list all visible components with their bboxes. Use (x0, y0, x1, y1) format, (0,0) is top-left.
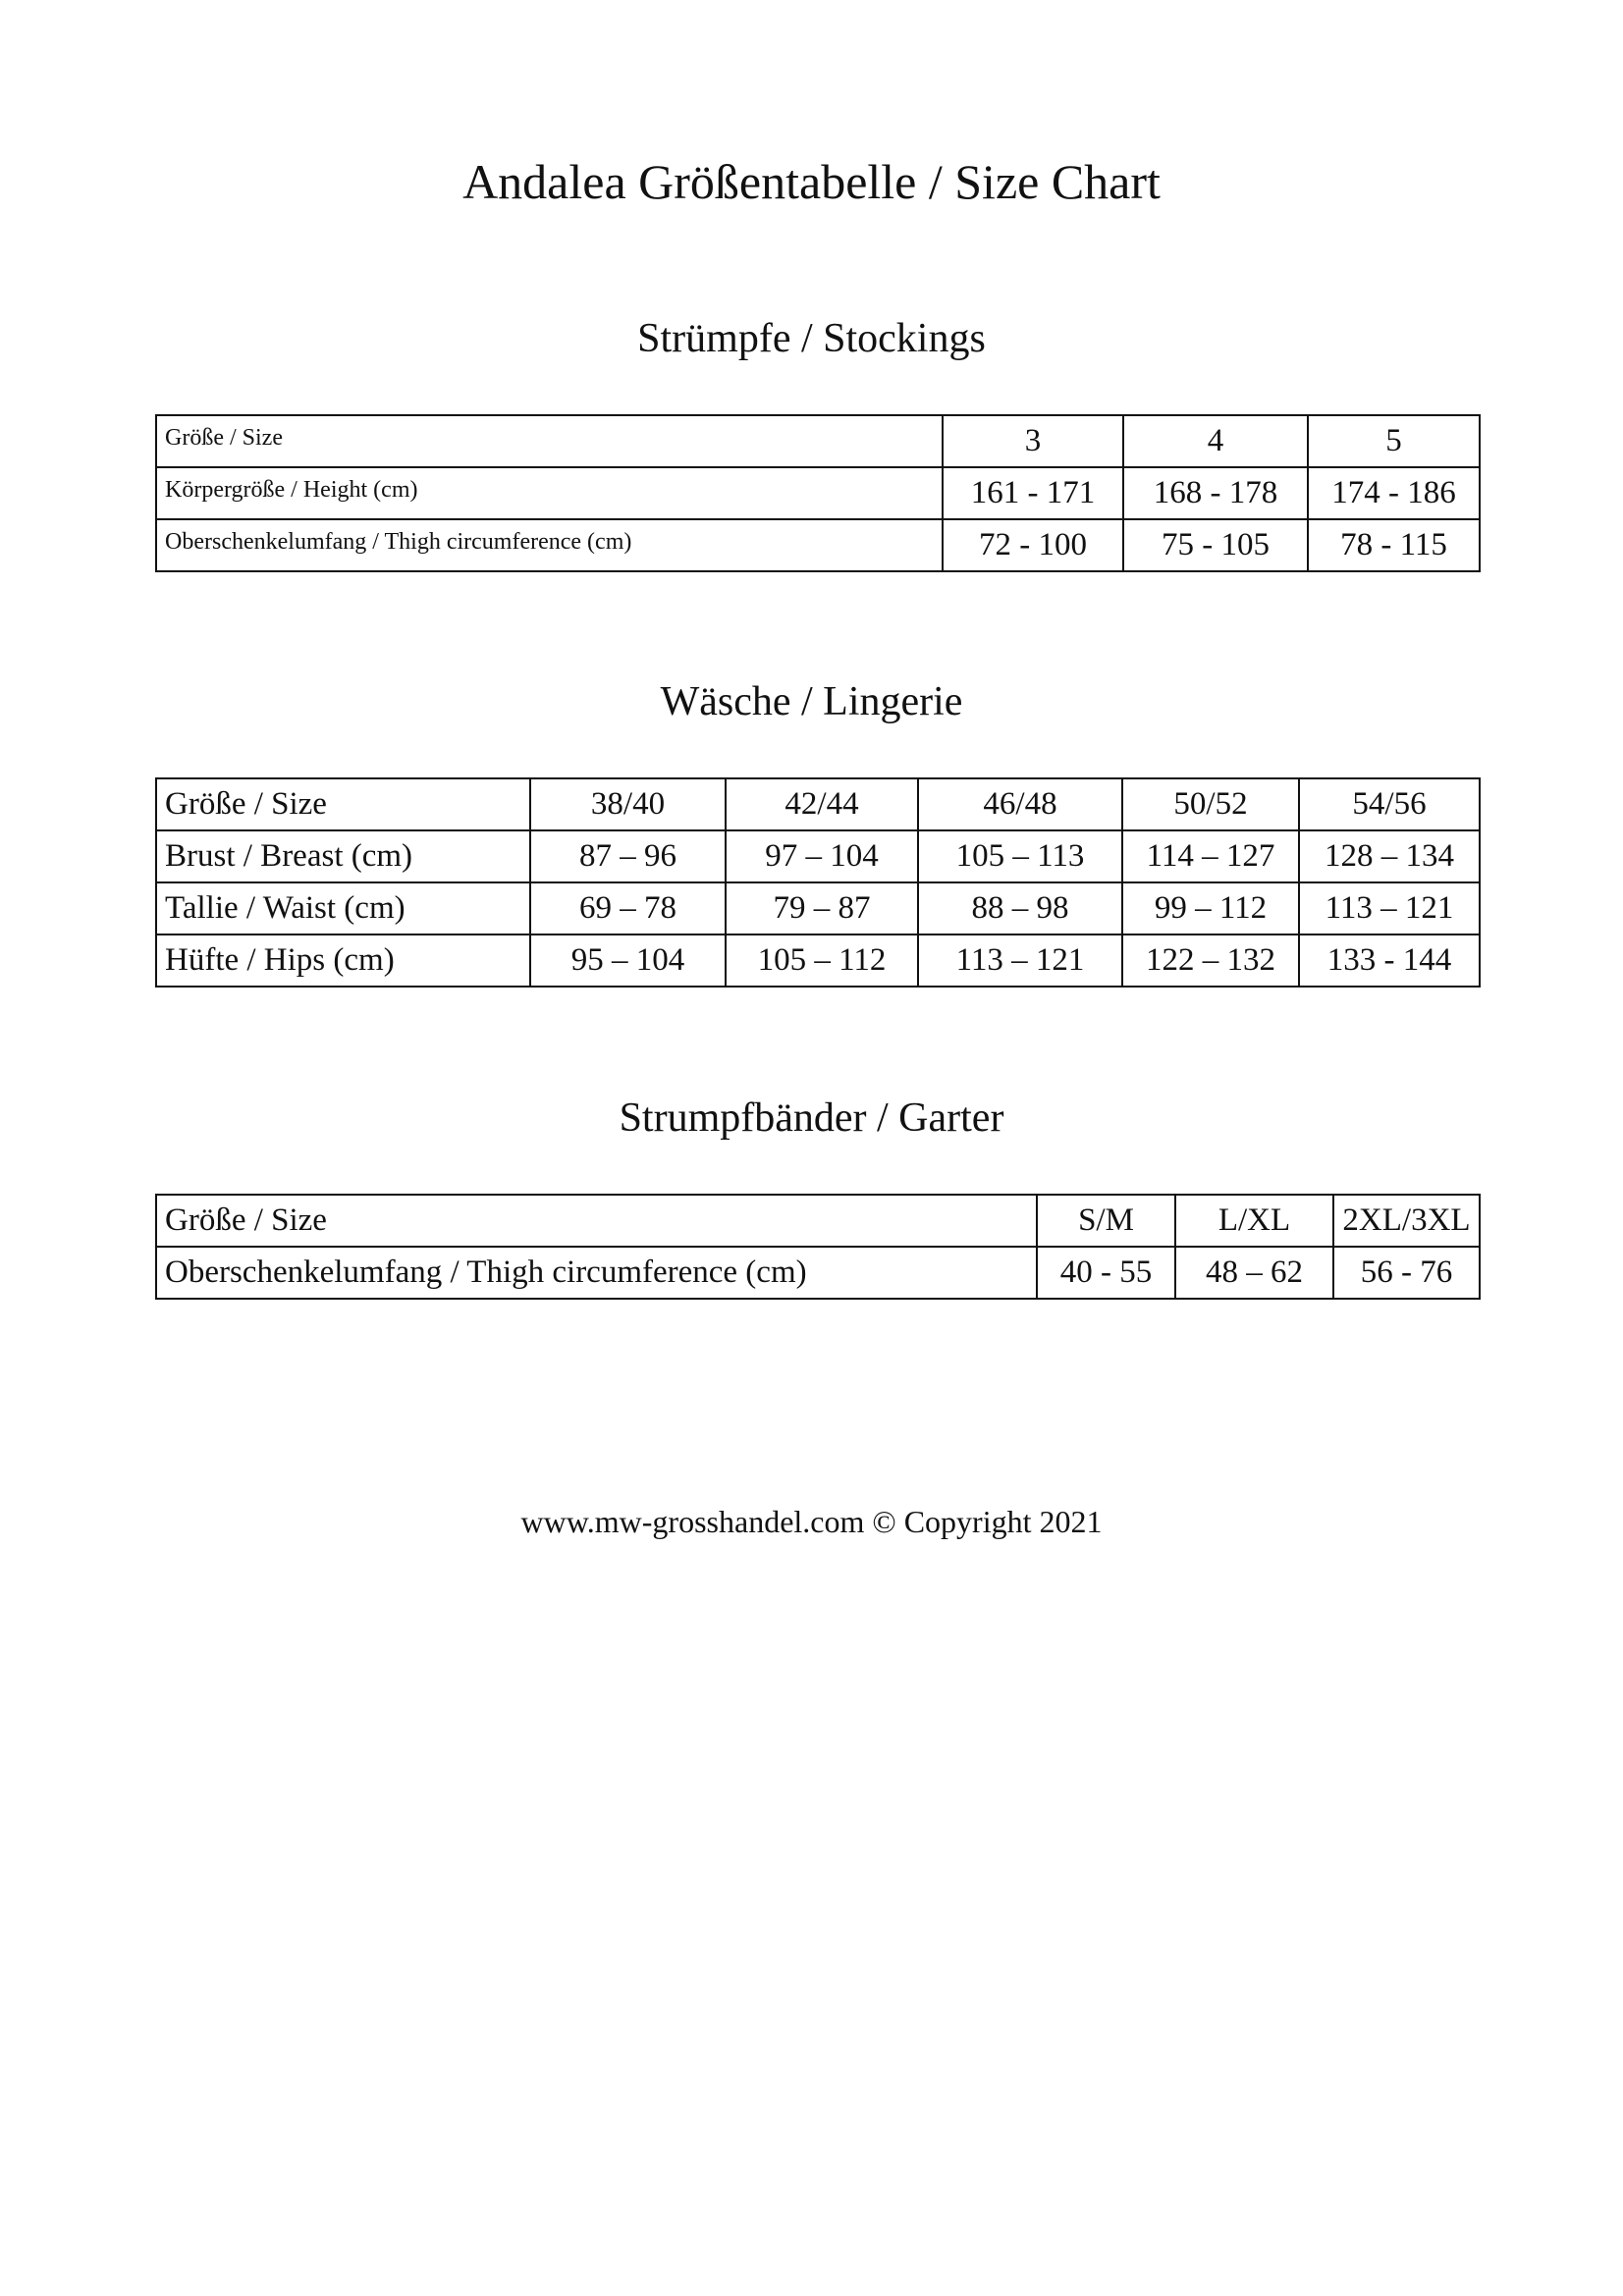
table-cell: 105 – 113 (918, 830, 1122, 882)
table-row (156, 882, 1480, 934)
row-label: Oberschenkelumfang / Thigh circumference (cm) (156, 519, 943, 571)
table-cell: L/XL (1175, 1195, 1333, 1247)
table-cell: 4 (1123, 415, 1308, 467)
table-cell: S/M (1037, 1195, 1175, 1247)
row-label: Größe / Size (156, 415, 943, 467)
row-label: Körpergröße / Height (cm) (156, 467, 943, 519)
table-cell: 174 - 186 (1308, 467, 1480, 519)
table-cell: 5 (1308, 415, 1480, 467)
row-label: Oberschenkelumfang / Thigh circumference (cm) (156, 1247, 1037, 1299)
table-cell: 54/56 (1299, 778, 1480, 830)
row-label: Brust / Breast (cm) (156, 830, 530, 882)
table-row (156, 1247, 1480, 1299)
table-row (156, 934, 1480, 987)
table-cell: 133 - 144 (1299, 934, 1480, 987)
table-cell: 50/52 (1122, 778, 1299, 830)
table-cell: 168 - 178 (1123, 467, 1308, 519)
table-cell: 72 - 100 (943, 519, 1123, 571)
footer-copyright: www.mw-grosshandel.com © Copyright 2021 (520, 1504, 1103, 1539)
table-row (156, 1195, 1480, 1247)
table-cell: 99 – 112 (1122, 882, 1299, 934)
table-cell: 97 – 104 (726, 830, 918, 882)
garter-heading: Strumpfbänder / Garter (619, 1095, 1004, 1141)
table-cell: 122 – 132 (1122, 934, 1299, 987)
table-cell: 3 (943, 415, 1123, 467)
row-label: Größe / Size (156, 778, 530, 830)
table-row (156, 415, 1480, 467)
table-cell: 95 – 104 (530, 934, 726, 987)
table-cell: 161 - 171 (943, 467, 1123, 519)
row-label: Größe / Size (156, 1195, 1037, 1247)
row-label: Tallie / Waist (cm) (156, 882, 530, 934)
table-cell: 78 - 115 (1308, 519, 1480, 571)
stockings-heading: Strümpfe / Stockings (637, 316, 986, 361)
table-cell: 114 – 127 (1122, 830, 1299, 882)
stockings-table (155, 414, 1481, 572)
row-label: Hüfte / Hips (cm) (156, 934, 530, 987)
table-cell: 88 – 98 (918, 882, 1122, 934)
table-row (156, 519, 1480, 571)
table-cell: 79 – 87 (726, 882, 918, 934)
table-cell: 2XL/3XL (1333, 1195, 1480, 1247)
table-row (156, 778, 1480, 830)
lingerie-table (155, 777, 1481, 988)
table-cell: 40 - 55 (1037, 1247, 1175, 1299)
table-cell: 113 – 121 (1299, 882, 1480, 934)
table-cell: 113 – 121 (918, 934, 1122, 987)
table-row (156, 830, 1480, 882)
table-cell: 56 - 76 (1333, 1247, 1480, 1299)
table-cell: 48 – 62 (1175, 1247, 1333, 1299)
page-title: Andalea Größentabelle / Size Chart (462, 154, 1161, 209)
table-cell: 87 – 96 (530, 830, 726, 882)
lingerie-heading: Wäsche / Lingerie (660, 679, 963, 724)
table-cell: 75 - 105 (1123, 519, 1308, 571)
table-cell: 42/44 (726, 778, 918, 830)
garter-table (155, 1194, 1481, 1300)
table-cell: 69 – 78 (530, 882, 726, 934)
table-row (156, 467, 1480, 519)
table-cell: 105 – 112 (726, 934, 918, 987)
table-cell: 38/40 (530, 778, 726, 830)
table-cell: 128 – 134 (1299, 830, 1480, 882)
table-cell: 46/48 (918, 778, 1122, 830)
